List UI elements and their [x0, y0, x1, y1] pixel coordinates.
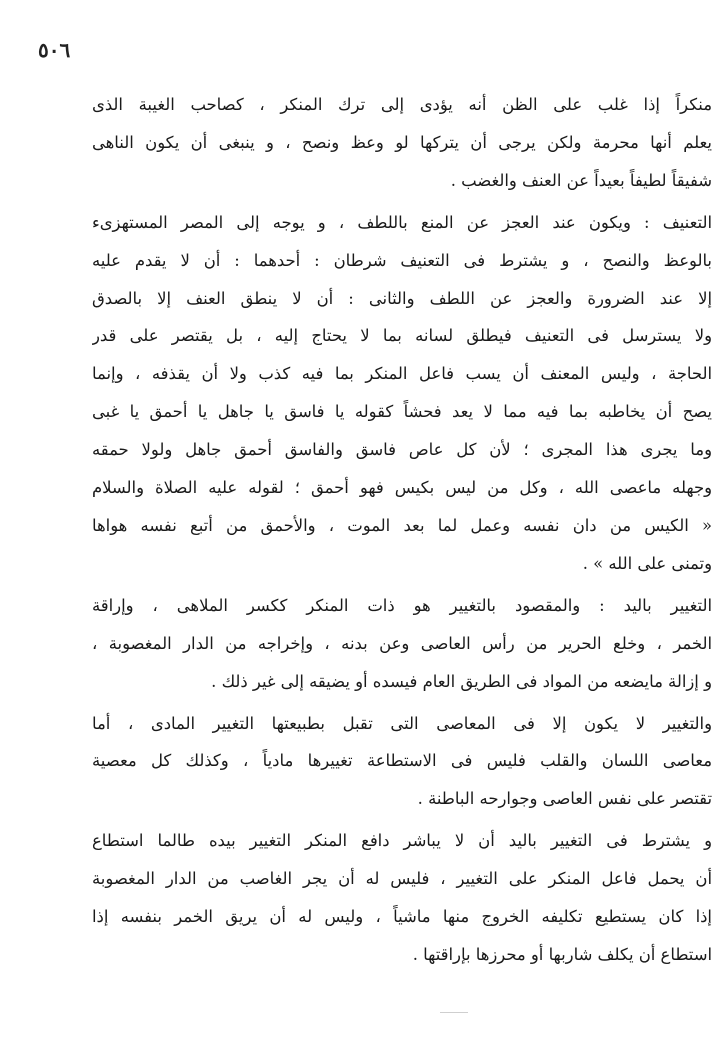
- text-line: و يشترط فى التغيير باليد أن لا يباشر دافع المنكر التغيير بيده طالما استطاع: [92, 831, 712, 851]
- text-line: أن يحمل فاعل المنكر على التغيير ، فليس له أن يجر الغاصب من الدار المغصوبة: [92, 869, 712, 889]
- page-bottom-mark: [440, 1012, 468, 1013]
- text-line: وما يجرى هذا المجرى ؛ لأن كل عاص فاسق والفاسق أحمق جاهل ولولا حمقه: [92, 440, 712, 460]
- text-line: شفيقاً لطيفاً بعيداً عن العنف والغضب .: [450, 170, 712, 190]
- text-line: وجهله ماعصى الله ، وكل من ليس بكيس فهو أحمق ؛ لقوله عليه الصلاة والسلام: [92, 478, 712, 498]
- text-line: التغيير باليد : والمقصود بالتغيير هو ذات المنكر ككسر الملاهى ، وإراقة: [92, 595, 712, 615]
- text-line: الحاجة ، وليس المعنف أن يسب فاعل المنكر بما فيه كذب ولا أن يقذفه ، وإنما: [92, 364, 712, 384]
- text-line: ولا يسترسل فى التعنيف فيطلق لسانه بما لا يحتاج إليه ، بل يقتصر على قدر: [92, 326, 712, 346]
- text-line: معاصى اللسان والقلب فليس فى الاستطاعة تغييرها مادياً ، وكذلك كل معصية: [92, 751, 712, 771]
- text-line: منكراً إذا غلب على الظن أنه يؤدى إلى ترك المنكر ، كصاحب الغيبة الذى: [92, 95, 712, 114]
- paragraph-1: [92, 86, 712, 200]
- text-line: الخمر ، وخلع الحرير من رأس العاصى وعن بدنه ، وإخراجه من الدار المغصوبة ،: [92, 633, 712, 653]
- text-line: و إزالة مايضعه من المواد فى الطريق العام فيسده أو يضيقه إلى غير ذلك .: [211, 671, 712, 691]
- text-line: إلا عند الضرورة والعجز عن اللطف والثانى : أن لا ينطق العنف إلا بالصدق: [92, 288, 712, 308]
- text-line: تقتصر على نفس العاصى وجوارحه الباطنة .: [417, 789, 712, 809]
- paragraph-4: [92, 705, 712, 819]
- text-line: استطاع أن يكلف شاربها أو محرزها بإراقتها .: [412, 944, 712, 964]
- paragraph-2: [92, 204, 712, 583]
- text-line: إذا كان يستطيع تكليفه الخروج منها ماشياً ، وليس له أن يريق الخمر بنفسه إذا: [92, 907, 712, 927]
- text-line: وتمنى على الله » .: [582, 553, 712, 573]
- text-line: بالوعظ والنصح ، و يشترط فى التعنيف شرطان : أحدهما : أن لا يقدم عليه: [92, 250, 712, 270]
- body-text: [92, 86, 712, 974]
- paragraph-5: [92, 822, 712, 974]
- text-line: يعلم أنها محرمة ولكن يرجى أن يتركها لو وعظ ونصح ، و ينبغى أن يكون الناهى: [92, 132, 712, 152]
- text-line: « الكيس من دان نفسه وعمل لما بعد الموت ، والأحمق من أتبع نفسه هواها: [92, 515, 712, 535]
- text-line: والتغيير لا يكون إلا فى المعاصى التى تقبل بطبيعتها التغيير المادى ، أما: [92, 713, 712, 733]
- page-number: ٥٠٦: [38, 38, 71, 62]
- paragraph-3: [92, 587, 712, 701]
- text-line: التعنيف : ويكون عند العجز عن المنع باللطف ، و يوجه إلى المصر المستهزىء: [92, 212, 712, 232]
- text-line: يصح أن يخاطبه بما فيه مما لا يعد فحشاً كقوله يا فاسق يا جاهل يا أحمق يا غبى: [92, 402, 712, 422]
